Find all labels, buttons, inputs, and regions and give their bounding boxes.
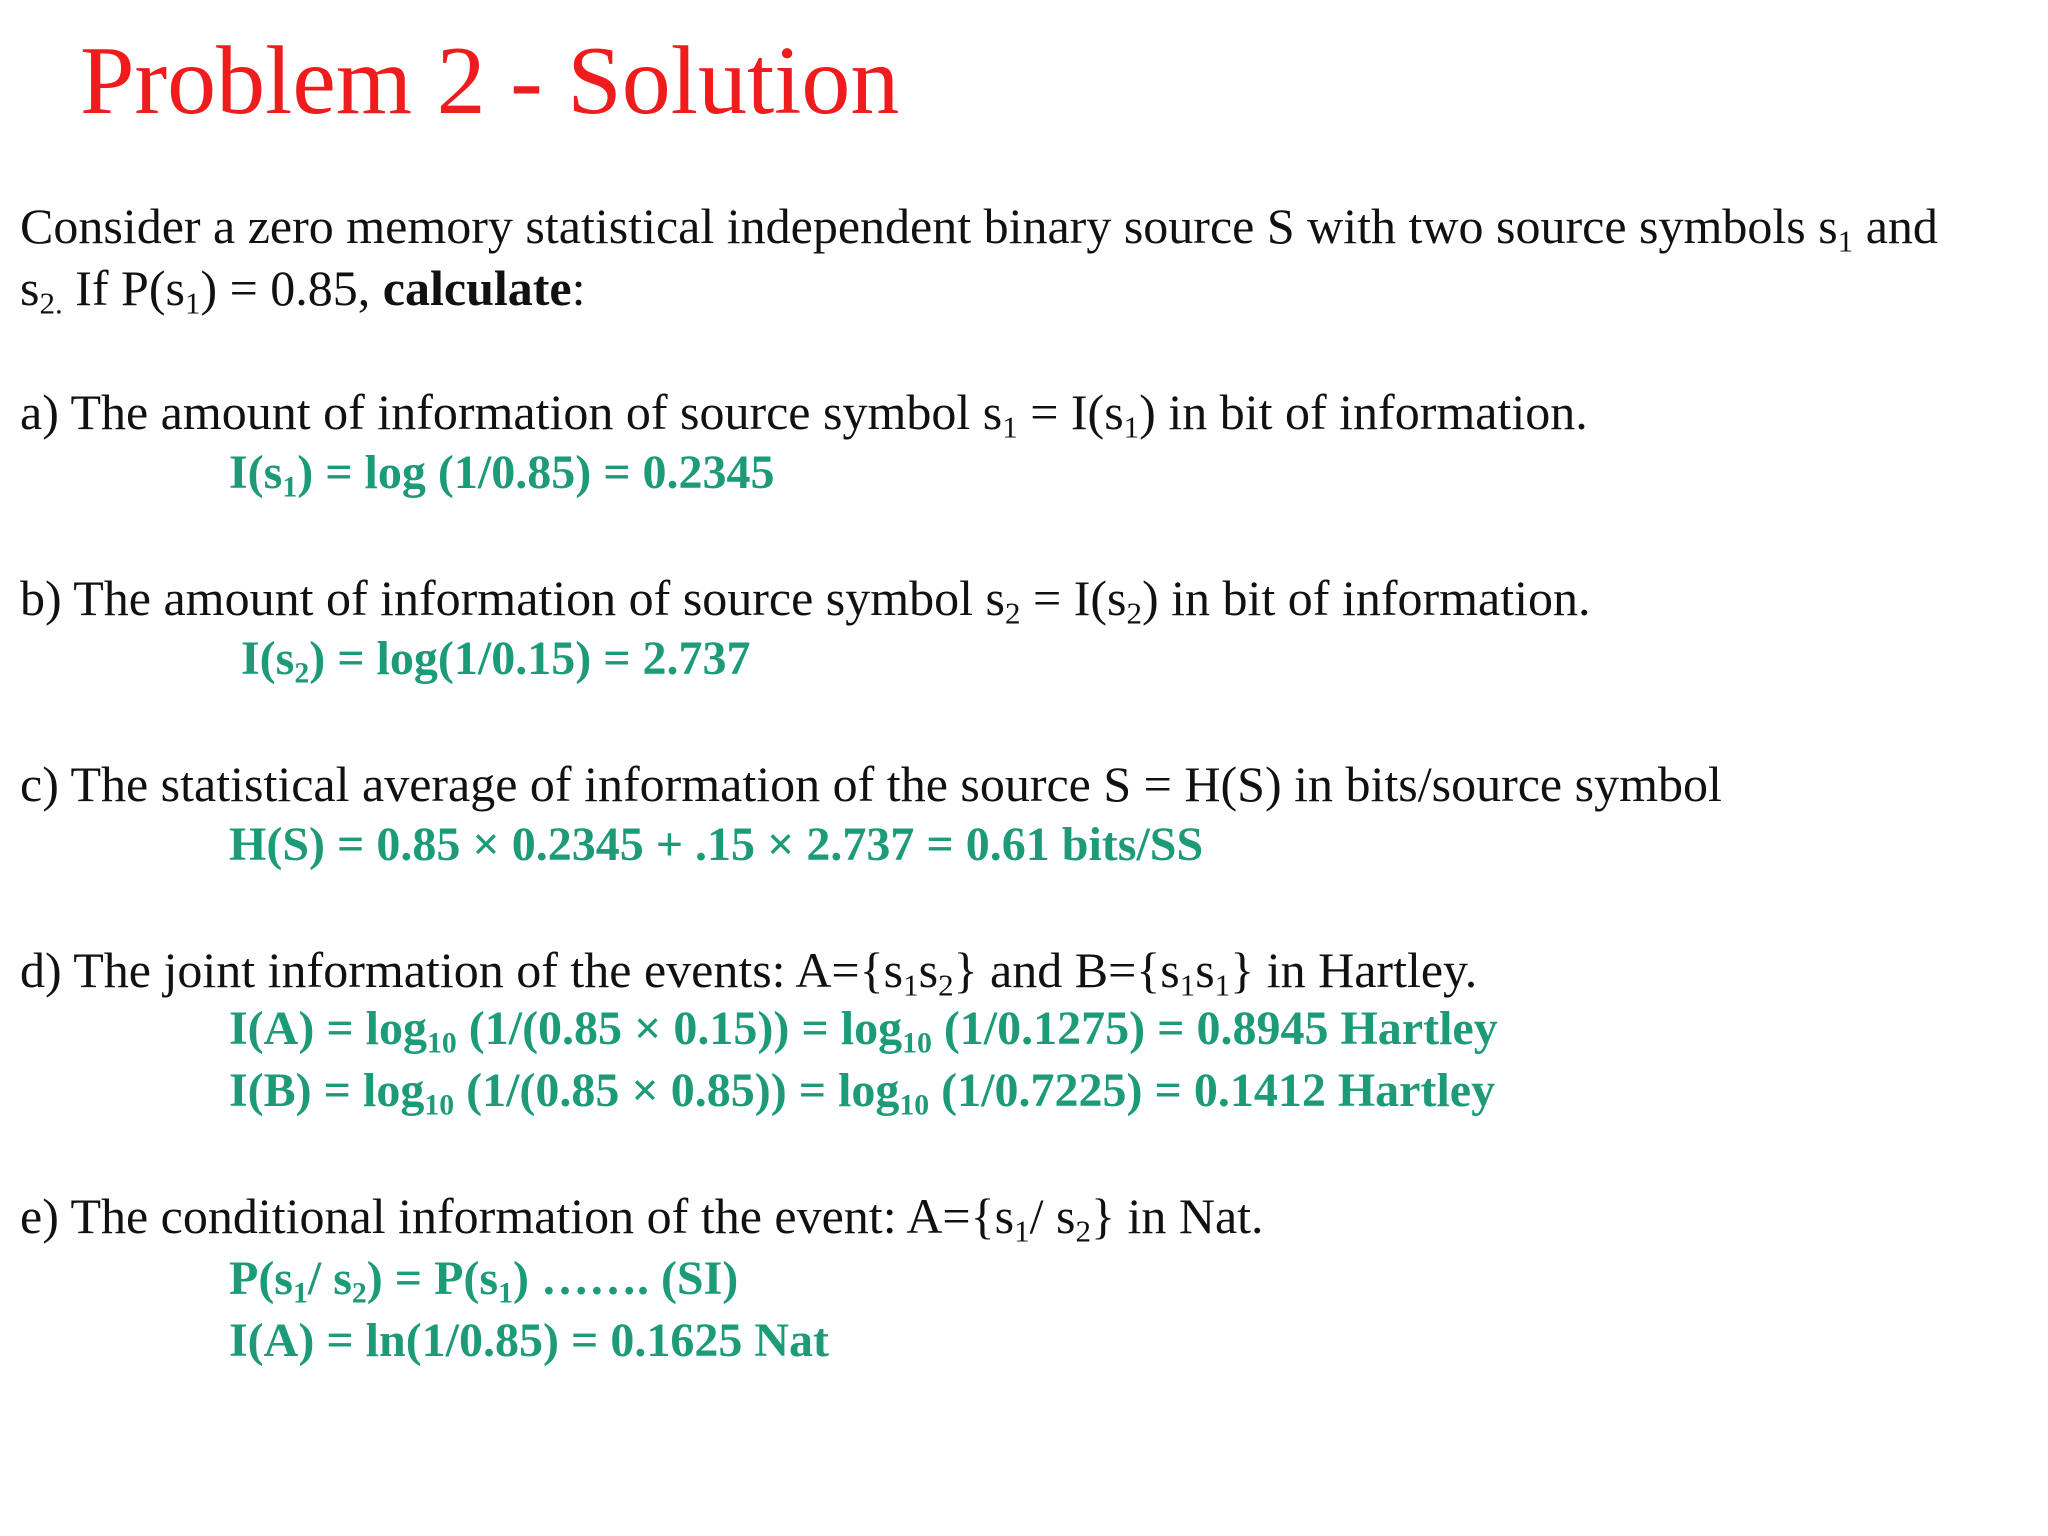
subscript: 1 <box>498 1276 513 1310</box>
answer-text: I(A) = log <box>229 1002 427 1055</box>
answer-text: ) ……. (SI) <box>512 1252 739 1305</box>
question-e <box>20 1186 1264 1249</box>
answer-text: (1/(0.85 × 0.85)) = log <box>454 1064 900 1117</box>
answer-text: (1/0.7225) = 0.1412 Hartley <box>929 1064 1496 1117</box>
intro-text: ) = 0.85, <box>200 260 383 316</box>
answer-d-a <box>229 1000 1498 1058</box>
intro-text: s <box>20 260 40 316</box>
question-text: e) The conditional information of the event: A={s <box>20 1188 1015 1244</box>
intro-bold-text: calculate <box>382 260 572 316</box>
subscript: 2. <box>39 285 63 321</box>
answer-text: / s <box>307 1252 352 1305</box>
question-text: ) in bit of information. <box>1141 570 1591 626</box>
question-text: = I(s <box>1017 384 1124 440</box>
question-text: ) in bit of information. <box>1139 384 1588 440</box>
answer-text: P(s <box>229 1252 293 1305</box>
question-text: s <box>1195 942 1215 998</box>
question-text: / s <box>1029 1188 1076 1244</box>
answer-text: I(A) = ln(1/0.85) = 0.1625 Nat <box>229 1314 829 1367</box>
subscript: 2 <box>938 967 954 1003</box>
answer-text: I(s <box>241 632 295 685</box>
subscript: 1 <box>1837 223 1854 259</box>
question-text: } and B={s <box>953 942 1180 998</box>
subscript: 2 <box>294 656 310 690</box>
answer-e-i <box>229 1312 829 1370</box>
subscript: 1 <box>903 967 919 1003</box>
intro-line-2 <box>20 258 586 321</box>
answer-c <box>229 816 1203 874</box>
answer-text: ) = log(1/0.15) = 2.737 <box>309 632 751 685</box>
intro-text: and <box>1853 198 1938 254</box>
answer-text: (1/(0.85 × 0.15)) = log <box>456 1002 903 1055</box>
subscript: 1 <box>1123 409 1140 445</box>
question-text: a) The amount of information of source symbol s <box>20 384 1003 440</box>
subscript: 2 <box>1126 595 1142 631</box>
subscript: 10 <box>902 1026 932 1060</box>
answer-a <box>229 444 775 502</box>
intro-line-1 <box>20 196 1938 259</box>
subscript: 10 <box>427 1026 457 1060</box>
answer-text: (1/0.1275) = 0.8945 Hartley <box>931 1002 1498 1055</box>
question-text: s <box>918 942 939 998</box>
slide-title: Problem 2 - Solution <box>80 27 900 135</box>
subscript: 1 <box>1002 409 1018 445</box>
subscript: 10 <box>424 1088 455 1122</box>
answer-text: H(S) = 0.85 × 0.2345 + .15 × 2.737 = 0.61 bits/SS <box>229 818 1204 871</box>
subscript: 10 <box>899 1088 930 1122</box>
question-text: } in Hartley. <box>1230 942 1478 998</box>
question-text: = I(s <box>1020 570 1127 626</box>
intro-text: If P(s <box>62 260 185 316</box>
subscript: 1 <box>292 1276 308 1310</box>
question-text: b) The amount of information of source symbol s <box>20 570 1006 626</box>
question-d <box>20 940 1478 1003</box>
subscript: 1 <box>282 470 298 504</box>
subscript: 2 <box>1075 1213 1091 1249</box>
subscript: 1 <box>1179 967 1196 1003</box>
answer-text: I(B) = log <box>229 1064 425 1117</box>
answer-text: ) = P(s <box>366 1252 499 1305</box>
subscript: 2 <box>1005 595 1021 631</box>
question-text: d) The joint information of the events: A={s <box>20 942 904 998</box>
answer-text: ) = log (1/0.85) = 0.2345 <box>297 446 775 499</box>
question-b <box>20 568 1591 631</box>
answer-b <box>241 630 751 688</box>
answer-d-b <box>229 1062 1495 1120</box>
subscript: 1 <box>1014 1213 1030 1249</box>
answer-e-p <box>229 1250 738 1308</box>
answer-text: I(s <box>229 446 283 499</box>
intro-text: : <box>571 260 586 316</box>
intro-text: Consider a zero memory statistical independent binary source S with two source symbols s <box>20 198 1838 254</box>
subscript: 1 <box>1214 967 1231 1003</box>
subscript: 2 <box>351 1276 367 1310</box>
question-c <box>20 754 1722 814</box>
question-a <box>20 382 1588 445</box>
question-text: } in Nat. <box>1090 1188 1264 1244</box>
subscript: 1 <box>184 285 201 321</box>
question-text: c) The statistical average of information of the source S = H(S) in bits/source symbol <box>20 756 1722 812</box>
